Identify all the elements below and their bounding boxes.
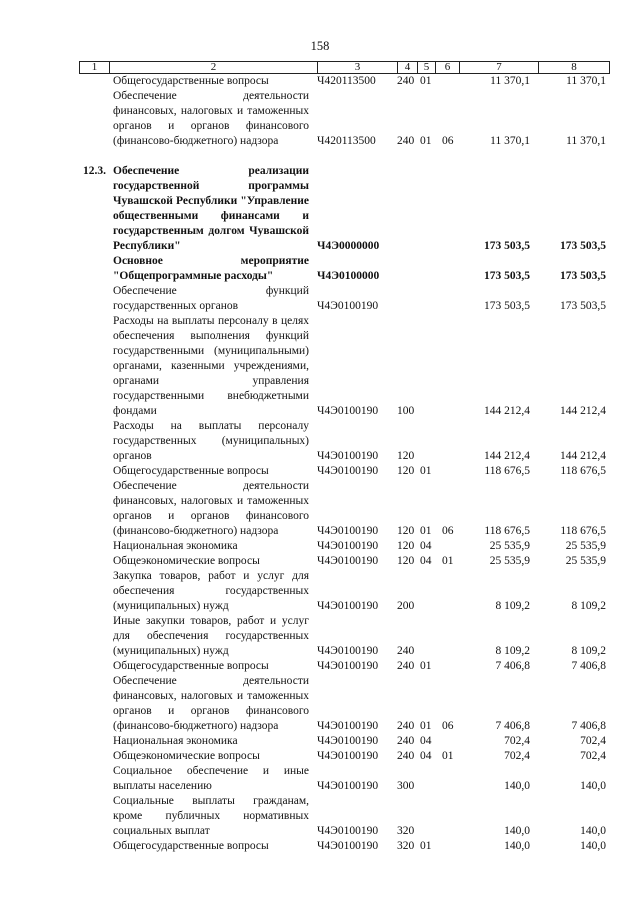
target-code: Ч4Э0000000 (317, 240, 380, 252)
section-code: 01 (420, 525, 432, 537)
amount-col8: 7 406,8 (571, 720, 606, 732)
expense-type-code: 240 (397, 645, 415, 657)
row-name: Обеспечение реализации государственной программы Чувашской Республики "Управление общественными финансами и государственным долгом Чувашской Республики" (113, 165, 309, 252)
table-row (0, 464, 640, 479)
amount-col8: 140,0 (580, 780, 606, 792)
section-number: 12.3. (83, 165, 106, 177)
amount-col7: 118 676,5 (484, 465, 530, 477)
target-code: Ч4Э0100190 (317, 750, 379, 762)
page-number: 158 (310, 39, 330, 53)
target-code: Ч4Э0100190 (317, 300, 379, 312)
expense-type-code: 240 (397, 750, 415, 762)
header-col-1: 1 (91, 61, 98, 73)
amount-col7: 140,0 (504, 780, 530, 792)
amount-col8: 8 109,2 (571, 645, 606, 657)
amount-col7: 173 503,5 (484, 300, 530, 312)
expense-type-code: 200 (397, 600, 415, 612)
target-code: Ч4Э0100190 (317, 525, 379, 537)
target-code: Ч4Э0100190 (317, 660, 379, 672)
row-name: Общегосударственные вопросы (113, 465, 269, 477)
amount-col7: 8 109,2 (495, 645, 530, 657)
table-spacer-row (0, 149, 640, 164)
amount-col7: 702,4 (504, 750, 530, 762)
amount-col7: 173 503,5 (484, 240, 530, 252)
amount-col8: 173 503,5 (560, 300, 606, 312)
amount-col7: 11 370,1 (490, 135, 530, 147)
row-name: Расходы на выплаты персоналу в целях обеспечения выполнения функций государственными (муниципальными) органами, казенными учреждениями, органами управления государственными внебюджетными фондами (113, 315, 309, 417)
amount-col8: 702,4 (580, 735, 606, 747)
table-row (0, 659, 640, 674)
target-code: Ч4Э0100190 (317, 825, 379, 837)
row-name: Национальная экономика (113, 540, 238, 552)
subsection-code: 06 (442, 720, 454, 732)
target-code: Ч4Э0100190 (317, 600, 379, 612)
row-name: Расходы на выплаты персоналу государственных (муниципальных) органов (113, 420, 309, 462)
amount-col7: 144 212,4 (484, 405, 530, 417)
row-name: Обеспечение деятельности финансовых, налоговых и таможенных органов и органов финансового (финансово-бюджетного) надзора (113, 480, 309, 537)
expense-type-code: 240 (397, 720, 415, 732)
section-code: 01 (420, 660, 432, 672)
target-code: Ч4Э0100000 (317, 270, 380, 282)
section-code: 01 (420, 135, 432, 147)
expense-type-code: 120 (397, 450, 415, 462)
table-row (0, 539, 640, 554)
amount-col7: 8 109,2 (495, 600, 530, 612)
expense-type-code: 120 (397, 540, 415, 552)
target-code: Ч4Э0100190 (317, 540, 379, 552)
amount-col8: 118 676,5 (560, 525, 606, 537)
table-row (0, 314, 640, 419)
table-row (0, 254, 640, 284)
amount-col8: 25 535,9 (565, 540, 606, 552)
row-name: Национальная экономика (113, 735, 238, 747)
table-row (0, 794, 640, 839)
section-code: 01 (420, 465, 432, 477)
row-name: Социальные выплаты гражданам, кроме публичных нормативных социальных выплат (113, 795, 309, 837)
row-name: Общегосударственные вопросы (113, 75, 269, 87)
table-row (0, 74, 640, 89)
amount-col8: 173 503,5 (560, 270, 606, 282)
row-name: Общегосударственные вопросы (113, 840, 269, 852)
header-col-4: 4 (404, 61, 411, 73)
amount-col7: 11 370,1 (490, 75, 530, 87)
table-header-row (79, 61, 610, 74)
amount-col8: 7 406,8 (571, 660, 606, 672)
amount-col7: 173 503,5 (484, 270, 530, 282)
row-name: Иные закупки товаров, работ и услуг для обеспечения государственных (муниципальных) нужд (113, 615, 309, 657)
budget-table-body (0, 74, 640, 854)
expense-type-code: 120 (397, 465, 415, 477)
header-col-6: 6 (444, 61, 451, 73)
target-code: Ч4Э0100190 (317, 735, 379, 747)
row-name: Общеэкономические вопросы (113, 750, 260, 762)
target-code: Ч4Э0100190 (317, 645, 379, 657)
target-code: Ч420113500 (317, 75, 376, 87)
table-row (0, 749, 640, 764)
amount-col8: 144 212,4 (560, 450, 606, 462)
amount-col8: 702,4 (580, 750, 606, 762)
section-code: 04 (420, 735, 432, 747)
table-row (0, 764, 640, 794)
amount-col8: 140,0 (580, 840, 606, 852)
amount-col8: 118 676,5 (560, 465, 606, 477)
section-code: 01 (420, 75, 432, 87)
expense-type-code: 240 (397, 135, 415, 147)
row-name: Обеспечение деятельности финансовых, налоговых и таможенных органов и органов финансового (финансово-бюджетного) надзора (113, 675, 309, 732)
table-row (0, 554, 640, 569)
expense-type-code: 300 (397, 780, 415, 792)
table-row (0, 419, 640, 464)
table-row (0, 479, 640, 539)
amount-col7: 140,0 (504, 840, 530, 852)
amount-col8: 173 503,5 (560, 240, 606, 252)
amount-col8: 8 109,2 (571, 600, 606, 612)
amount-col7: 140,0 (504, 825, 530, 837)
header-col-7: 7 (496, 61, 502, 73)
row-name: Обеспечение функций государственных органов (113, 285, 309, 312)
amount-col7: 25 535,9 (489, 555, 530, 567)
subsection-code: 01 (442, 750, 454, 762)
section-code: 01 (420, 720, 432, 732)
amount-col8: 11 370,1 (566, 135, 606, 147)
row-name: Обеспечение деятельности финансовых, налоговых и таможенных органов и органов финансового (финансово-бюджетного) надзора (113, 90, 309, 147)
subsection-code: 06 (442, 525, 454, 537)
table-row (0, 674, 640, 734)
expense-type-code: 320 (397, 825, 415, 837)
expense-type-code: 240 (397, 735, 415, 747)
target-code: Ч4Э0100190 (317, 720, 379, 732)
amount-col7: 7 406,8 (495, 660, 530, 672)
target-code: Ч420113500 (317, 135, 376, 147)
amount-col7: 118 676,5 (484, 525, 530, 537)
expense-type-code: 320 (397, 840, 415, 852)
subsection-code: 06 (442, 135, 454, 147)
amount-col7: 144 212,4 (484, 450, 530, 462)
amount-col8: 25 535,9 (565, 555, 606, 567)
table-row (0, 284, 640, 314)
header-col-8: 8 (571, 61, 577, 73)
header-col-2: 2 (210, 61, 217, 73)
table-row (0, 164, 640, 254)
section-code: 04 (420, 750, 432, 762)
table-row (0, 839, 640, 854)
target-code: Ч4Э0100190 (317, 450, 379, 462)
target-code: Ч4Э0100190 (317, 465, 379, 477)
target-code: Ч4Э0100190 (317, 555, 379, 567)
section-code: 04 (420, 555, 432, 567)
section-code: 04 (420, 540, 432, 552)
expense-type-code: 120 (397, 555, 415, 567)
amount-col8: 144 212,4 (560, 405, 606, 417)
table-row (0, 734, 640, 749)
header-col-3: 3 (354, 61, 361, 73)
expense-type-code: 240 (397, 660, 415, 672)
amount-col8: 140,0 (580, 825, 606, 837)
table-row (0, 569, 640, 614)
amount-col7: 25 535,9 (489, 540, 530, 552)
amount-col7: 7 406,8 (495, 720, 530, 732)
amount-col7: 702,4 (504, 735, 530, 747)
expense-type-code: 100 (397, 405, 415, 417)
target-code: Ч4Э0100190 (317, 780, 379, 792)
expense-type-code: 240 (397, 75, 415, 87)
table-row (0, 89, 640, 149)
row-name: Социальное обеспечение и иные выплаты населению (113, 765, 309, 792)
header-col-5: 5 (423, 61, 430, 73)
target-code: Ч4Э0100190 (317, 405, 379, 417)
row-name: Основное мероприятие "Общепрограммные расходы" (113, 255, 309, 282)
row-name: Общегосударственные вопросы (113, 660, 269, 672)
row-name: Закупка товаров, работ и услуг для обеспечения государственных (муниципальных) нужд (113, 570, 309, 612)
amount-col8: 11 370,1 (566, 75, 606, 87)
expense-type-code: 120 (397, 525, 415, 537)
target-code: Ч4Э0100190 (317, 840, 379, 852)
section-code: 01 (420, 840, 432, 852)
subsection-code: 01 (442, 555, 454, 567)
table-row (0, 614, 640, 659)
row-name: Общеэкономические вопросы (113, 555, 260, 567)
